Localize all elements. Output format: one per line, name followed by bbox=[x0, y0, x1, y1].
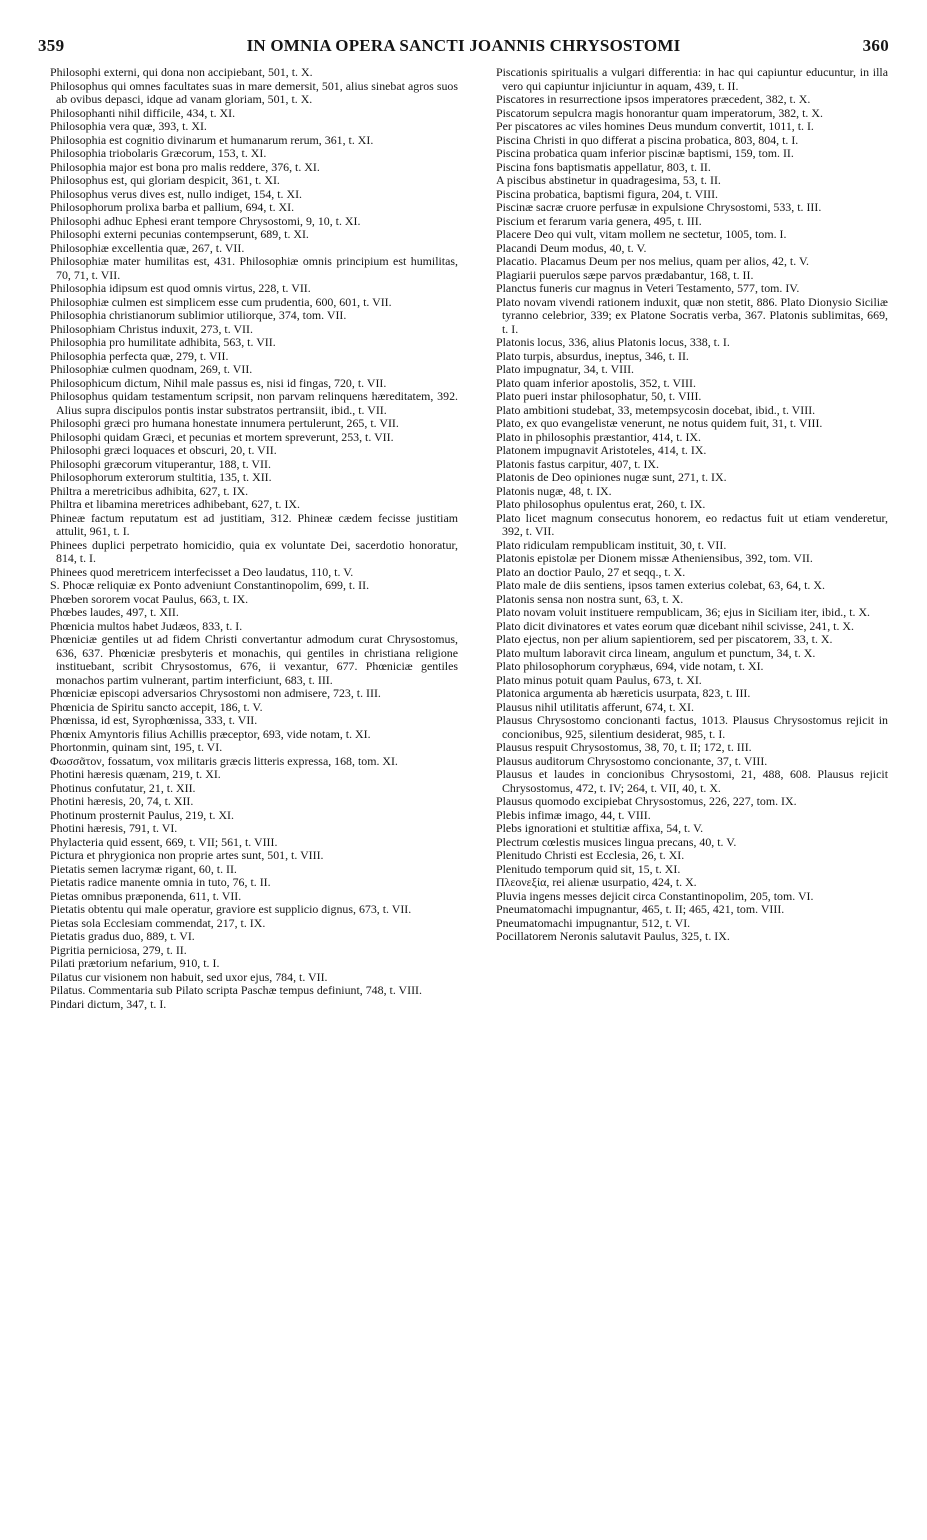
index-entry: Piscinæ sacræ cruore perfusæ in expulsione Chrysostomi, 533, t. III. bbox=[496, 200, 822, 214]
index-entry: Plenitudo temporum quid sit, 15, t. XI. bbox=[496, 861, 681, 876]
index-entry: Platonem impugnavit Aristoteles, 414, t. IX. bbox=[496, 443, 707, 457]
index-entry: Piscina Christi in quo differat a piscina probatica, 803, 804, t. I. bbox=[496, 132, 799, 147]
index-entry: Plato in philosophis præstantior, 414, t. IX. bbox=[496, 429, 701, 444]
index-entry: Photini hæresis, 791, t. VI. bbox=[50, 821, 178, 835]
index-entry: Platonis de Deo opiniones nugæ sunt, 271, t. IX. bbox=[496, 470, 727, 484]
index-entry: Philosophi quidam Græci, et pecunias et mortem spreverunt, 253, t. VII. bbox=[50, 429, 394, 444]
index-entry: Plato male de diis sentiens, ipsos tamen exterius colebat, 63, 64, t. X. bbox=[496, 578, 825, 592]
index-entry: Phœben sororem vocat Paulus, 663, t. IX. bbox=[50, 591, 249, 606]
index-entry: Phineæ factum reputatum est ad justitiam, 312. Phineæ cædem fecisse justitiam attulit, 961, t. I. bbox=[50, 510, 458, 538]
index-entry: Platonis sensa non nostra sunt, 63, t. X. bbox=[496, 591, 684, 606]
index-entry: Phinees duplici perpetrato homicidio, quia ex voluntate Dei, sacerdotio honoratur, 814, t. I. bbox=[50, 537, 458, 565]
index-entry: Pigritia perniciosa, 279, t. II. bbox=[50, 942, 187, 957]
index-entry: Pneumatomachi impugnantur, 465, t. II; 465, 421, tom. VIII. bbox=[496, 902, 785, 916]
index-entry: Phylacteria quid essent, 669, t. VII; 561, t. VIII. bbox=[50, 834, 278, 849]
index-entry: Photini hæresis quænam, 219, t. XI. bbox=[50, 767, 221, 781]
index-entry: Philosophiæ excellentia quæ, 267, t. VII. bbox=[50, 240, 245, 255]
running-header bbox=[38, 36, 889, 60]
index-entry: Phœnicia de Spiritu sancto accepit, 186, t. V. bbox=[50, 699, 263, 714]
index-entry: Philosophia idipsum est quod omnis virtus, 228, t. VII. bbox=[50, 281, 311, 295]
index-entry: Philtra et libamina meretrices adhibebant, 627, t. IX. bbox=[50, 497, 300, 511]
index-entry: Plato ejectus, non per alium sapientiorem, sed per piscatorem, 33, t. X. bbox=[496, 632, 833, 646]
index-entry: Plato minus potuit quam Paulus, 673, t. XI. bbox=[496, 672, 702, 687]
index-entry: Phœniciæ episcopi adversarios Chrysostomi non admisere, 723, t. III. bbox=[50, 686, 381, 700]
index-entry: Philosophiæ culmen est simplicem esse cum prudentia, 600, 601, t. VII. bbox=[50, 294, 392, 309]
page-number-left: 359 bbox=[38, 36, 65, 55]
index-entry: Phœniciæ gentiles ut ad fidem Christi convertantur admodum curat Chrysostomus, 636, 637. Phœniciæ presbyteris et monachis, qui gentiles in christiana religione instituebant, scribit Chrysostomus, 676, ii vexantur, 677. Phœniciæ gentiles monachos partim vulnerant, partim interficiunt, 683, t. III. bbox=[50, 632, 458, 687]
index-entry: Pluvia ingens messes dejicit circa Constantinopolim, 205, tom. VI. bbox=[496, 888, 814, 903]
index-entry: Philosophanti nihil difficile, 434, t. XI. bbox=[50, 105, 236, 120]
index-entry: Piscatorum sepulcra magis honorantur quam imperatorum, 382, t. X. bbox=[496, 105, 823, 120]
index-entry: Pilati prætorium nefarium, 910, t. I. bbox=[50, 956, 220, 970]
index-entry: Pietatis semen lacrymæ rigant, 60, t. II. bbox=[50, 861, 237, 876]
index-entry: Photinum prosternit Paulus, 219, t. XI. bbox=[50, 807, 234, 822]
index-entry: Philosophiæ culmen quodnam, 269, t. VII. bbox=[50, 362, 253, 376]
index-entry: Philosophi græci pro humana honestate innumera pertulerunt, 265, t. VII. bbox=[50, 416, 399, 430]
index-entry: Philtra a meretricibus adhibita, 627, t. IX. bbox=[50, 483, 249, 498]
index-entry: Philosophiæ mater humilitas est, 431. Philosophiæ omnis principium est humilitas, 70, 71, t. VII. bbox=[50, 254, 458, 282]
index-entry: Pietas omnibus præponenda, 611, t. VII. bbox=[50, 888, 242, 903]
index-entry: Pietatis gradus duo, 889, t. VI. bbox=[50, 929, 195, 943]
index-entry: Platonis nugæ, 48, t. IX. bbox=[496, 483, 612, 498]
index-entry: Platonis locus, 336, alius Platonis locus, 338, t. I. bbox=[496, 335, 730, 349]
index-entry: Pietas sola Ecclesiam commendat, 217, t. IX. bbox=[50, 915, 266, 930]
index-column-left bbox=[38, 66, 458, 1506]
running-title: IN OMNIA OPERA SANCTI JOANNIS CHRYSOSTOMI bbox=[246, 36, 681, 55]
index-entry: Plato ridiculam rempublicam instituit, 30, t. VII. bbox=[496, 537, 727, 552]
index-entry: Plato dicit divinatores et vates eorum quæ dicebant nihil scivisse, 241, t. X. bbox=[496, 618, 854, 633]
index-entry: Philosophia est cognitio divinarum et humanarum rerum, 361, t. XI. bbox=[50, 132, 374, 147]
index-entry: Philosophi adhuc Ephesi erant tempore Chrysostomi, 9, 10, t. XI. bbox=[50, 213, 361, 228]
index-entry: Plebis infimæ imago, 44, t. VIII. bbox=[496, 807, 651, 822]
index-entry: Plato licet magnum consecutus honorem, eo redactus fuit ut etiam venderetur, 392, t. VII. bbox=[496, 510, 888, 538]
index-entry: Plato ambitioni studebat, 33, metempsycosin docebat, ibid., t. VIII. bbox=[496, 402, 816, 417]
index-entry: Phortonmin, quinam sint, 195, t. VI. bbox=[50, 740, 223, 754]
index-column-right bbox=[484, 66, 888, 1506]
index-entry: Philosophus quidam testamentum scripsit, non parvam relinquens hæreditatem, 392. Alius supra discipulos pontis instar substratos pertransiit, ibid., t. VII. bbox=[50, 389, 458, 417]
index-entry: Pietatis radice manente omnia in tuto, 76, t. II. bbox=[50, 875, 271, 889]
index-entry: Plato multum laboravit circa lineam, angulum et punctum, 34, t. X. bbox=[496, 645, 816, 660]
index-entry: Pietatis obtentu qui male operatur, graviore est supplicio dignus, 673, t. VII. bbox=[50, 902, 412, 916]
index-entry: A piscibus abstinetur in quadragesima, 53, t. II. bbox=[496, 173, 721, 187]
index-entry: Πλεονεξία, rei alienæ usurpatio, 424, t. X. bbox=[496, 875, 697, 889]
index-entry: Pocillatorem Neronis salutavit Paulus, 325, t. IX. bbox=[496, 929, 730, 943]
index-entry: Photini hæresis, 20, 74, t. XII. bbox=[50, 794, 194, 808]
index-entry: Pilatus. Commentaria sub Pilato scripta Paschæ tempus definiunt, 748, t. VIII. bbox=[50, 983, 422, 997]
index-entry: Pneumatomachi impugnantur, 512, t. VI. bbox=[496, 915, 691, 930]
index-entry: Plato turpis, absurdus, ineptus, 346, t. II. bbox=[496, 348, 689, 363]
index-entry: Plausus quomodo excipiebat Chrysostomus, 226, 227, tom. IX. bbox=[496, 794, 797, 808]
index-entry: Planctus funeris cur magnus in Veteri Testamento, 577, tom. IV. bbox=[496, 281, 800, 295]
index-entry: Plenitudo Christi est Ecclesia, 26, t. XI. bbox=[496, 848, 685, 862]
index-entry: Plagiarii puerulos sæpe parvos prædabantur, 168, t. II. bbox=[496, 267, 754, 282]
index-entry: Phœbes laudes, 497, t. XII. bbox=[50, 605, 179, 619]
index-entry: Piscina probatica quam inferior piscinæ baptismi, 159, tom. II. bbox=[496, 146, 794, 160]
index-entry: Philosophorum prolixa barba et pallium, 694, t. XI. bbox=[50, 200, 295, 214]
index-entry: Phœnix Amyntoris filius Achillis præceptor, 693, vide notam, t. XI. bbox=[50, 726, 371, 741]
index-entry: Platonis fastus carpitur, 407, t. IX. bbox=[496, 456, 659, 471]
index-entry: Plausus Chrysostomo concionanti factus, 1013. Plausus Chrysostomus rejicit in concionibus, 925, silentium desiderat, 985, t. I. bbox=[496, 713, 888, 741]
index-entry: Philosophi græci loquaces et obscuri, 20, t. VII. bbox=[50, 443, 277, 457]
index-entry: Plectrum cœlestis musices lingua precans, 40, t. V. bbox=[496, 834, 737, 849]
index-entry: Plausus nihil utilitatis afferunt, 674, t. XI. bbox=[496, 699, 694, 714]
index-entry: Philosophus qui omnes facultates suas in mare demersit, 501, alius sinebat agros suos ab ovibus depasci, idque ad vanam gloriam, 501, t. X. bbox=[50, 78, 458, 106]
index-entry: Philosophia triobolaris Græcorum, 153, t. XI. bbox=[50, 146, 267, 160]
index-entry: Philosophus est, qui gloriam despicit, 361, t. XI. bbox=[50, 173, 280, 187]
index-entry: Plato novam voluit instituere rempublicam, 36; ejus in Siciliam iter, ibid., t. X. bbox=[496, 605, 871, 619]
index-entry: Philosophi græcorum vituperantur, 188, t. VII. bbox=[50, 456, 271, 471]
index-entry: Plato, ex quo evangelistæ venerunt, ne notus quidem fuit, 31, t. VIII. bbox=[496, 416, 823, 430]
index-entry: Phœnicia multos habet Judæos, 833, t. I. bbox=[50, 618, 243, 633]
index-entry: Philosophia perfecta quæ, 279, t. VII. bbox=[50, 348, 229, 363]
index-entry: Piscium et ferarum varia genera, 495, t. III. bbox=[496, 213, 702, 228]
index-entry: Plebs ignorationi et stultitiæ affixa, 54, t. V. bbox=[496, 821, 704, 835]
index-entry: Plato quam inferior apostolis, 352, t. VIII. bbox=[496, 375, 696, 390]
index-entry: Phinees quod meretricem interfecisset a Deo laudatus, 110, t. V. bbox=[50, 564, 354, 579]
index-entry: Plato philosophus opulentus erat, 260, t. IX. bbox=[496, 497, 706, 511]
index-entry: Philosophia christianorum sublimior utiliorque, 374, tom. VII. bbox=[50, 308, 347, 322]
index-entry: Placandi Deum modus, 40, t. V. bbox=[496, 240, 647, 255]
index-entry: Piscina probatica, baptismi figura, 204, t. VIII. bbox=[496, 186, 719, 201]
index-entry: Philosophus verus dives est, nullo indiget, 154, t. XI. bbox=[50, 186, 303, 201]
index-entry: Placere Deo qui vult, vitam mollem ne sectetur, 1005, tom. I. bbox=[496, 227, 787, 241]
index-entry: Philosophia major est bona pro malis reddere, 376, t. XI. bbox=[50, 159, 320, 174]
index-entry: Piscationis spiritualis a vulgari differentia: in hac qui capiuntur educuntur, in illa vero qui capiuntur injiciuntur in aquam, 439, t. II. bbox=[496, 66, 888, 93]
index-entry: Piscina fons baptismatis appellatur, 803, t. II. bbox=[496, 159, 711, 174]
index-entry: Plato pueri instar philosophatur, 50, t. VIII. bbox=[496, 389, 702, 403]
index-entry: Philosophorum exterorum stultitia, 135, t. XII. bbox=[50, 470, 272, 484]
index-entry: Plato novam vivendi rationem induxit, quæ non stetit, 886. Plato Dionysio Siciliæ tyranno celebrior, 339; ex Platone Socratis verba, 367. Platonis sublimitas, 669, t. I. bbox=[496, 294, 888, 336]
index-entry: Platonis epistolæ per Dionem missæ Atheniensibus, 392, tom. VII. bbox=[496, 551, 813, 565]
page-number-right: 360 bbox=[862, 36, 889, 55]
index-entry: Pilatus cur visionem non habuit, sed uxor ejus, 784, t. VII. bbox=[50, 969, 328, 984]
index-entry: Piscatores in resurrectione ipsos imperatores præcedent, 382, t. X. bbox=[496, 92, 811, 106]
index-entry: S. Phocæ reliquiæ ex Ponto adveniunt Constantinopolim, 699, t. II. bbox=[50, 578, 370, 592]
index-entry: Photinus confutatur, 21, t. XII. bbox=[50, 780, 196, 795]
index-entry: Phœnissa, id est, Syrophœnissa, 333, t. VII. bbox=[50, 713, 258, 727]
index-entry: Pindari dictum, 347, t. I. bbox=[50, 996, 167, 1011]
index-entry: Philosophia pro humilitate adhibita, 563, t. VII. bbox=[50, 335, 276, 349]
index-entry: Per piscatores ac viles homines Deus mundum convertit, 1011, t. I. bbox=[496, 119, 814, 133]
index-entry: Φωσσᾶτον, fossatum, vox militaris græcis litteris expressa, 168, tom. XI. bbox=[50, 753, 398, 768]
index-entry: Philosophi externi, qui dona non accipiebant, 501, t. X. bbox=[50, 66, 313, 79]
index-entry: Platonica argumenta ab hæreticis usurpata, 823, t. III. bbox=[496, 686, 751, 700]
index-entry: Philosophi externi pecunias contempserunt, 689, t. XI. bbox=[50, 227, 309, 241]
index-entry: Plausus auditorum Chrysostomo concionante, 37, t. VIII. bbox=[496, 753, 768, 768]
index-entry: Plato an doctior Paulo, 27 et seqq., t. X. bbox=[496, 564, 686, 579]
index-entry: Philosophiam Christus induxit, 273, t. VII. bbox=[50, 321, 253, 336]
index-entry: Placatio. Placamus Deum per nos melius, quam per alios, 42, t. V. bbox=[496, 254, 809, 268]
index-entry: Plausus respuit Chrysostomus, 38, 70, t. II; 172, t. III. bbox=[496, 740, 752, 754]
index-entry: Pictura et phrygionica non proprie artes sunt, 501, t. VIII. bbox=[50, 848, 324, 862]
index-entry: Plato impugnatur, 34, t. VIII. bbox=[496, 362, 635, 376]
index-entry: Plausus et laudes in concionibus Chrysostomi, 21, 488, 608. Plausus rejicit Chrysostomus, 472, t. IV; 264, t. VII, 40, t. X. bbox=[496, 767, 888, 795]
index-entry: Philosophia vera quæ, 393, t. XI. bbox=[50, 119, 207, 133]
index-entry: Plato philosophorum coryphæus, 694, vide notam, t. XI. bbox=[496, 659, 764, 673]
index-entry: Philosophicum dictum, Nihil male passus es, nisi id fingas, 720, t. VII. bbox=[50, 375, 387, 390]
